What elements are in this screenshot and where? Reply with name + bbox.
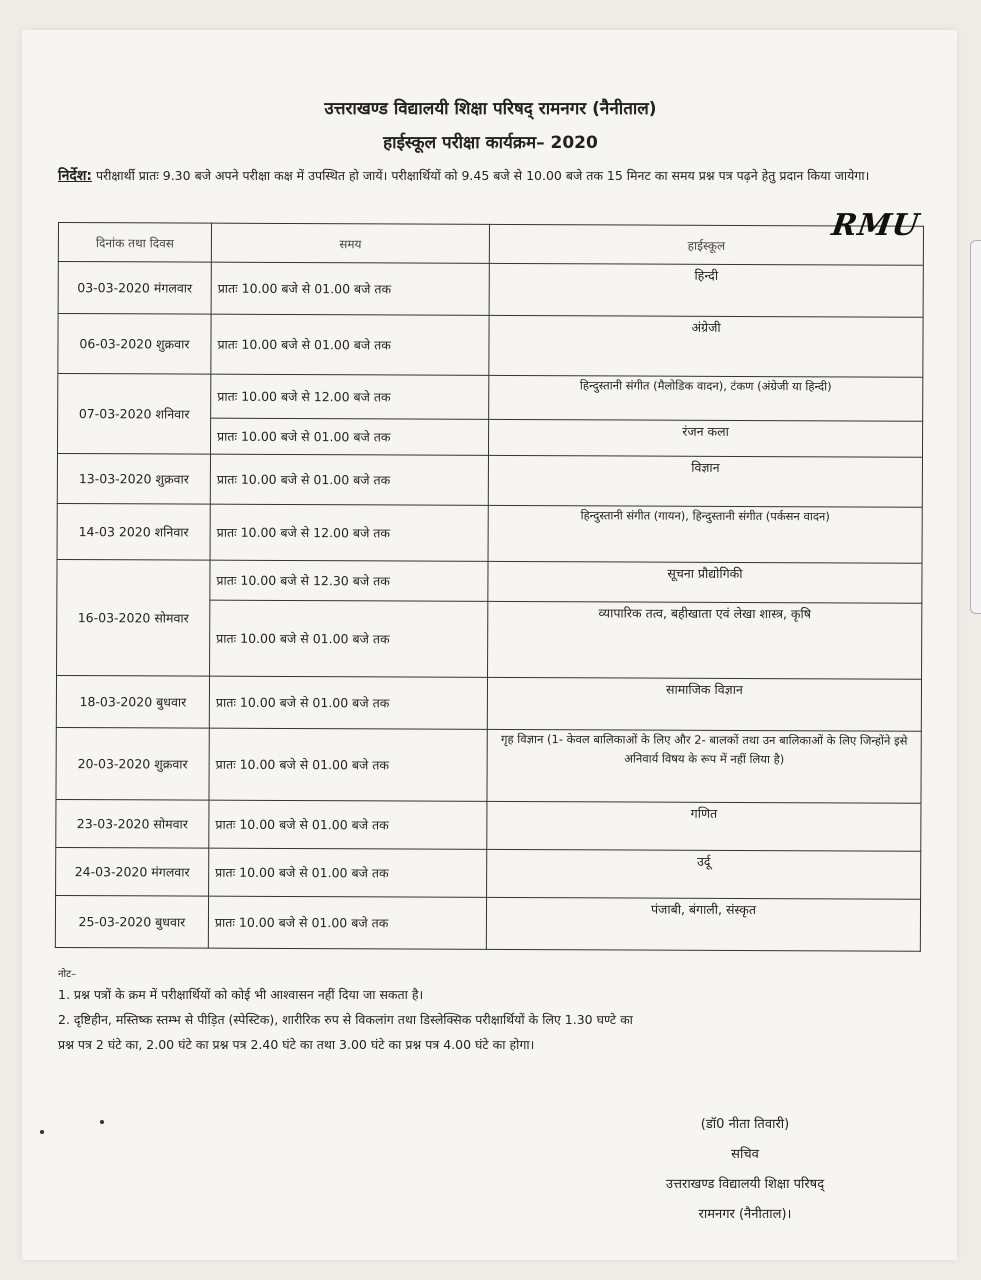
subject-cell: उर्दू [487,849,921,899]
time-cell: प्रातः 10.00 बजे से 01.00 बजे तक [209,848,487,897]
subject-cell: गणित [487,801,921,851]
paper-speck [40,1130,44,1134]
subject-cell: रंजन कला [488,419,922,457]
instructions-text: परीक्षार्थी प्रातः 9.30 बजे अपने परीक्षा कक्ष में उपस्थित हो जायें। परीक्षार्थियों को 9.45 बजे से 10.00 बजे तक 15 मिनट का समय प्रश्न पत्र पढ़ने हेतु प्रदान किया जायेगा। [95,168,870,183]
table-row [58,374,923,422]
date-cell: 06-03-2020 शुक्रवार [58,314,211,375]
signatory-name: (डॉ0 नीता तिवारी) [700,1117,790,1132]
time-cell: प्रातः 10.00 बजे से 01.00 बजे तक [211,262,489,315]
notes-heading: नोट– [58,969,77,980]
exam-title: हाईस्कूल परीक्षा कार्यक्रम– 2020 [383,133,598,153]
signatory-title: सचिव [731,1147,759,1162]
header-time: समय [211,223,489,263]
table-row [57,559,922,603]
time-cell: प्रातः 10.00 बजे से 01.00 बजे तक [210,600,488,677]
date-cell: 23-03-2020 सोमवार [56,799,209,848]
table-header-row [58,223,923,266]
time-cell: प्रातः 10.00 बजे से 01.00 बजे तक [209,676,487,729]
subject-cell: हिन्दी [489,263,923,317]
date-cell: 25-03-2020 बुधवार [55,895,208,948]
table-row [57,453,922,507]
table-row [55,895,920,951]
date-cell: 16-03-2020 सोमवार [57,559,211,676]
subject-cell: विज्ञान [488,455,922,507]
date-cell: 20-03-2020 शुक्रवार [56,727,209,800]
table-row [57,503,922,563]
date-cell: 07-03-2020 शनिवार [57,374,210,455]
subject-cell: हिन्दुस्तानी संगीत (गायन), हिन्दुस्तानी संगीत (पर्कसन वादन) [488,505,922,563]
table-row [56,799,921,851]
instructions-label: निर्देश: [58,168,92,184]
notes-section [58,968,938,1057]
date-cell: 18-03-2020 बुधवार [56,675,209,728]
header-subject: हाईस्कूल [489,224,923,265]
time-cell: प्रातः 10.00 बजे से 12.00 बजे तक [211,374,489,419]
table-row [58,314,923,378]
instructions [58,164,928,188]
time-cell: प्रातः 10.00 बजे से 01.00 बजे तक [209,800,487,849]
subject-cell: अंग्रेजी [489,315,923,377]
signatory-place: रामनगर (नैनीताल)। [698,1207,792,1222]
table-row [58,262,923,318]
subject-cell: सूचना प्रौद्योगिकी [488,561,922,603]
time-cell: प्रातः 10.00 बजे से 01.00 बजे तक [210,454,488,505]
table-row [56,727,921,803]
date-cell: 03-03-2020 मंगलवार [58,262,211,315]
header-date: दिनांक तथा दिवस [58,223,211,263]
date-cell: 24-03-2020 मंगलवार [56,847,209,896]
board-title: उत्तराखण्ड विद्यालयी शिक्षा परिषद् रामनगर (नैनीताल) [324,99,657,119]
signatory-org: उत्तराखण्ड विद्यालयी शिक्षा परिषद् [665,1177,825,1192]
time-cell: प्रातः 10.00 बजे से 01.00 बजे तक [210,418,488,455]
scrollbar[interactable] [970,240,981,614]
note-1: 1. प्रश्न पत्रों के क्रम में परीक्षार्थियों को कोई भी आश्वासन नहीं दिया जा सकता है। [58,987,424,1002]
time-cell: प्रातः 10.00 बजे से 01.00 बजे तक [211,314,489,375]
time-cell: प्रातः 10.00 बजे से 01.00 बजे तक [208,896,486,949]
table-row [56,847,921,899]
table-row [56,675,921,731]
time-cell: प्रातः 10.00 बजे से 12.00 बजे तक [210,504,488,561]
date-cell: 14-03 2020 शनिवार [57,503,210,560]
rmu-watermark: RMU [829,208,922,243]
subject-cell: हिन्दुस्तानी संगीत (मैलोडिक वादन), टंकण (अंग्रेजी या हिन्दी) [489,375,923,421]
paper-speck [100,1120,104,1124]
signature-block [610,1110,880,1230]
subject-cell: गृह विज्ञान (1- केवल बालिकाओं के लिए और 2- बालकों तथा उन बालिकाओं के लिए जिन्होंने इसे अनिवार्य विषय के रूप में नहीं लिया है) [487,729,921,803]
exam-schedule-table [55,222,924,952]
time-cell: प्रातः 10.00 बजे से 01.00 बजे तक [209,728,487,801]
time-cell: प्रातः 10.00 बजे से 12.30 बजे तक [210,560,488,601]
subject-cell: व्यापारिक तत्व, बहीखाता एवं लेखा शास्त्र, कृषि [488,601,922,679]
note-2: 2. दृष्टिहीन, मस्तिष्क स्तम्भ से पीड़ित (स्पेस्टिक), शारीरिक रुप से विकलांग तथा डिस्लेक्सिक परीक्षार्थियों के लिए 1.30 घण्टे का [58,1012,633,1027]
date-cell: 13-03-2020 शुक्रवार [57,453,210,504]
subject-cell: पंजाबी, बंगाली, संस्कृत [486,897,920,951]
subject-cell: सामाजिक विज्ञान [487,677,921,731]
note-2-continued: प्रश्न पत्र 2 घंटे का, 2.00 घंटे का प्रश्न पत्र 2.40 घंटे का तथा 3.00 घंटे का प्रश्न पत्र 4.00 घंटे का होगा। [58,1037,535,1052]
